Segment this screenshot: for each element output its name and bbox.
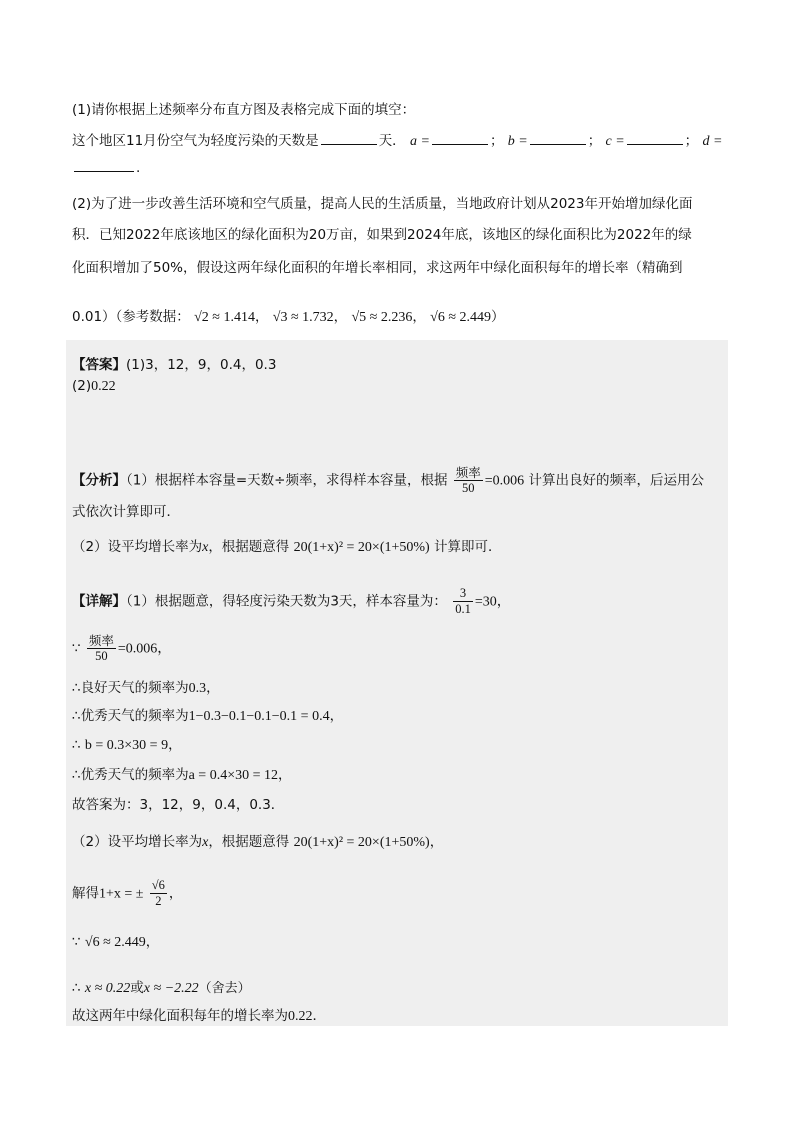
detail-line-7: 故答案为：3，12，9，0.4，0.3．: [72, 797, 285, 813]
analysis-fraction: $\frac{\text{频率}}{50}$: [455, 465, 481, 495]
analysis-line-2: 式依次计算即可．: [72, 504, 180, 520]
detail-line-9: 解得1+x = ± $\frac{√6}{2}$ ，: [72, 878, 183, 908]
detail-line-10: ∵ √6 ≈ 2.449，: [72, 934, 160, 950]
answer-blank-days[interactable]: [321, 133, 377, 145]
detail-line-1: 【详解】（1）根据题意，得轻度污染天数为3天，样本容量为： $\frac{3}{0.1}$ =30，: [72, 586, 511, 616]
q2-line-2: 积．已知2022年底该地区的绿化面积为20万亩，如果到2024年底，该地区的绿化面积比为2022年的绿: [72, 227, 692, 243]
ref-sqrt6: √6 ≈ 2.449: [430, 310, 491, 325]
ref-sqrt2: √2 ≈ 1.414: [194, 310, 255, 325]
analysis-line-3: （2）设平均增长率为x，根据题意得 20(1+x)² = 20×(1+50%) 计算即可．: [72, 539, 502, 555]
answer-blank-a[interactable]: [432, 133, 488, 145]
q2-line-1: (2)为了进一步改善生活环境和空气质量，提高人民的生活质量，当地政府计划从2023年开始增加绿化面: [72, 196, 693, 212]
detail-fraction-2: $\frac{\text{频率}}{50}$: [88, 633, 114, 663]
q1-line-1: (1)请你根据上述频率分布直方图及表格完成下面的填空：: [72, 102, 416, 118]
answer-blank-b[interactable]: [530, 133, 586, 145]
answer-line-2: (2)0.22: [72, 378, 116, 394]
detail-line-6: ∴优秀天气的频率为a = 0.4×30 = 12，: [72, 767, 292, 783]
detail-line-5: ∴ b = 0.3×30 = 9，: [72, 737, 182, 753]
q1-line-2: 这个地区11月份空气为轻度污染的天数是 天． a = ； b = ； c = ； d =: [72, 133, 723, 149]
ref-sqrt5: √5 ≈ 2.236: [351, 310, 413, 325]
detail-fraction-3: $\frac{√6}{2}$: [151, 878, 165, 908]
q1-line-3: .: [72, 160, 140, 176]
detail-line-8: （2）设平均增长率为x，根据题意得 20(1+x)² = 20×(1+50%)，: [72, 834, 444, 850]
detail-line-2: ∵ $\frac{\text{频率}}{50}$ =0.006，: [72, 633, 172, 663]
q2-line-3: 化面积增加了50%，假设这两年绿化面积的年增长率相同，求这两年中绿化面积每年的增长率（精确到: [72, 260, 683, 276]
analysis-line-1: 【分析】（1）根据样本容量=天数÷频率，求得样本容量，根据 $\frac{\text{频率}}{50}$ =0.006 计算出良好的频率，后运用公: [72, 465, 704, 495]
detail-line-11: ∴ x ≈ 0.22或x ≈ −2.22（舍去）: [72, 980, 251, 996]
detail-fraction-1: $\frac{3}{0.1}$: [455, 586, 471, 616]
detail-line-12: 故这两年中绿化面积每年的增长率为0.22．: [72, 1008, 326, 1024]
q2-line-4: 0.01）（参考数据： √2 ≈ 1.414， √3 ≈ 1.732， √5 ≈ 2.236， √6 ≈ 2.449）: [72, 309, 505, 325]
answer-line-1: 【答案】(1)3，12，9，0.4，0.3: [72, 357, 277, 373]
answer-blank-c[interactable]: [627, 133, 683, 145]
ref-sqrt3: √3 ≈ 1.732: [272, 310, 334, 325]
detail-line-3: ∴良好天气的频率为0.3，: [72, 680, 220, 696]
detail-line-4: ∴优秀天气的频率为1−0.3−0.1−0.1−0.1 = 0.4，: [72, 708, 344, 724]
answer-blank-d[interactable]: [74, 160, 134, 172]
